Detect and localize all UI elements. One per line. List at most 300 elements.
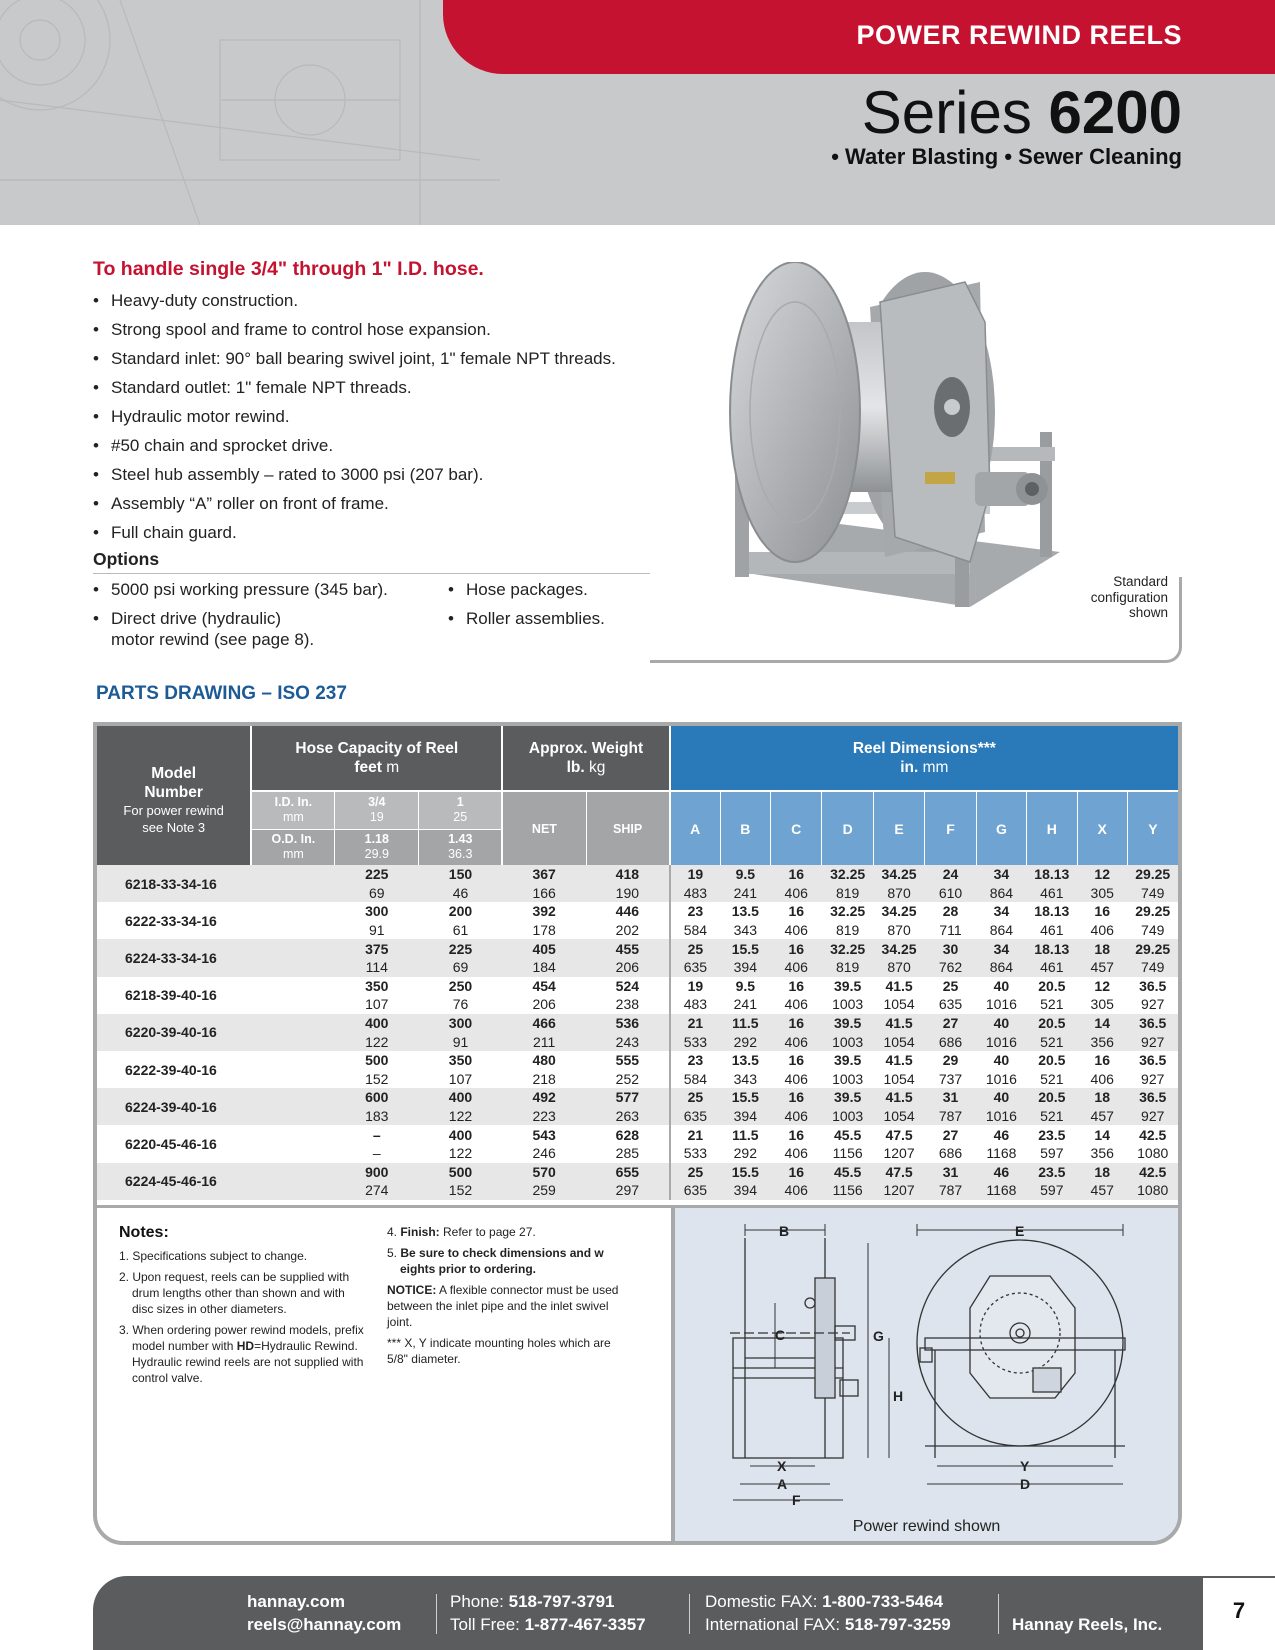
table-cell: 45.5 bbox=[834, 1163, 862, 1180]
table-row-metric bbox=[97, 1070, 1178, 1089]
table-cell-metric: 1054 bbox=[883, 1033, 915, 1050]
table-cell: 11.5 bbox=[732, 1126, 759, 1143]
table-cell-metric: 241 bbox=[733, 996, 757, 1013]
table-cell-metric: 343 bbox=[733, 922, 757, 939]
series-title bbox=[862, 78, 1182, 147]
table-cell-metric: 819 bbox=[835, 922, 860, 939]
option-item-continued: motor rewind (see page 8). bbox=[111, 630, 315, 649]
table-cell: 16 bbox=[788, 1089, 805, 1106]
table-cell: 18.13 bbox=[1034, 903, 1070, 920]
table-cell-metric: 457 bbox=[1090, 1108, 1114, 1125]
model-number: 6222-33-34-16 bbox=[125, 912, 217, 929]
table-cell-metric: 1003 bbox=[832, 996, 864, 1013]
table-cell: 367 bbox=[532, 866, 556, 883]
table-cell-metric: 406 bbox=[784, 1145, 808, 1162]
table-cell: 446 bbox=[615, 903, 640, 920]
table-cell: 29.25 bbox=[1135, 903, 1171, 920]
table-cell: 400 bbox=[448, 1089, 473, 1106]
table-cell: 25 bbox=[670, 1163, 720, 1182]
photo-caption-line: shown bbox=[1128, 605, 1168, 620]
table-cell: 32.25 bbox=[830, 940, 866, 957]
table-cell-metric: 521 bbox=[1040, 1108, 1064, 1125]
model-header bbox=[97, 726, 251, 865]
table-cell-spacer bbox=[251, 1032, 335, 1051]
table-cell: 11.5 bbox=[732, 1015, 759, 1032]
dim-col-header: B bbox=[720, 791, 770, 865]
note-4-num: 4. bbox=[387, 1225, 401, 1239]
feature-item: • Steel hub assembly – rated to 3000 psi (207 bar). bbox=[93, 460, 653, 489]
id-34-mm: 19 bbox=[369, 810, 384, 825]
table-cell-metric: 218 bbox=[532, 1070, 556, 1087]
weight-header bbox=[502, 726, 669, 791]
table-cell: 16 bbox=[788, 866, 805, 883]
dim-col-header: Y bbox=[1127, 791, 1178, 865]
note-3-text-end: =Hydraulic Rewind. Hydraulic rewind reels are not supplied with control valve. bbox=[132, 1339, 364, 1385]
note-2: 2. Upon request, reels can be supplied with drum lengths other than shown and with disc sizes in other diameters. bbox=[119, 1270, 350, 1316]
dimensions-unit-mm: mm bbox=[922, 759, 949, 776]
dim-label-h: H bbox=[893, 1388, 904, 1404]
table-cell-metric: 1207 bbox=[883, 1182, 915, 1199]
table-cell: 25 bbox=[670, 1088, 720, 1107]
website-link[interactable]: hannay.com bbox=[247, 1592, 345, 1611]
id-in-label: I.D. In. bbox=[274, 795, 313, 810]
table-cell-metric: 356 bbox=[1090, 1033, 1114, 1050]
table-cell-metric: 406 bbox=[784, 1033, 808, 1050]
email-link[interactable]: reels@hannay.com bbox=[247, 1615, 402, 1634]
model-number: 6218-39-40-16 bbox=[125, 987, 217, 1004]
feature-item: • Full chain guard. bbox=[93, 518, 653, 547]
table-cell-spacer bbox=[251, 1107, 335, 1126]
phone-number: 518-797-3791 bbox=[508, 1592, 615, 1611]
table-cell: 18.13 bbox=[1034, 866, 1070, 883]
footer-divider bbox=[998, 1594, 999, 1634]
table-cell-metric: 241 bbox=[733, 884, 757, 901]
table-row bbox=[97, 1088, 1178, 1107]
table-cell-metric: 69 bbox=[452, 959, 469, 976]
table-cell: 34 bbox=[993, 866, 1010, 883]
table-cell-metric: 870 bbox=[887, 959, 911, 976]
table-cell-metric: 406 bbox=[784, 1182, 808, 1199]
table-cell: 350 bbox=[365, 977, 389, 994]
table-cell-metric: 107 bbox=[448, 1070, 473, 1087]
table-cell-metric: 686 bbox=[938, 1145, 963, 1162]
weight-header-line1: Approx. Weight bbox=[528, 740, 644, 757]
table-cell-metric: 406 bbox=[1090, 1070, 1114, 1087]
table-cell-metric: 870 bbox=[887, 884, 911, 901]
table-row-metric bbox=[97, 884, 1178, 903]
table-cell: 15.5 bbox=[731, 940, 759, 957]
table-cell-metric: 787 bbox=[938, 1108, 963, 1125]
table-cell-metric: 178 bbox=[532, 922, 556, 939]
model-number: 6220-45-46-16 bbox=[125, 1135, 217, 1152]
feature-item: • Heavy-duty construction. bbox=[93, 286, 653, 315]
table-cell-metric: 762 bbox=[938, 959, 963, 976]
table-cell-metric: 597 bbox=[1040, 1145, 1064, 1162]
spec-table bbox=[97, 726, 1178, 1200]
model-header-note: For power rewind bbox=[123, 802, 224, 818]
banner-title: POWER REWIND REELS bbox=[856, 20, 1182, 50]
table-cell: 39.5 bbox=[834, 1089, 862, 1106]
table-cell: 13.5 bbox=[731, 1052, 759, 1069]
table-cell: 628 bbox=[615, 1126, 640, 1143]
table-cell: 20.5 bbox=[1038, 1015, 1066, 1032]
table-cell: 34.25 bbox=[881, 940, 917, 957]
table-cell: 12 bbox=[1094, 977, 1110, 994]
notes-section bbox=[97, 1205, 671, 1545]
od-34-value bbox=[335, 829, 419, 865]
table-cell-metric: 223 bbox=[532, 1108, 556, 1125]
notes-column-1 bbox=[119, 1248, 369, 1391]
title-banner bbox=[443, 0, 1275, 74]
dimensions-header bbox=[670, 726, 1178, 791]
table-cell-metric: 394 bbox=[733, 1182, 757, 1199]
table-cell: 600 bbox=[365, 1089, 389, 1106]
feature-item: • Standard inlet: 90° ball bearing swivel joint, 1" female NPT threads. bbox=[93, 344, 653, 373]
table-cell: 39.5 bbox=[834, 1015, 862, 1032]
table-cell-metric: 285 bbox=[615, 1145, 640, 1162]
table-cell-metric: 259 bbox=[532, 1182, 556, 1199]
footer-phone-col bbox=[450, 1590, 646, 1636]
table-cell-metric: 343 bbox=[733, 1070, 757, 1087]
table-cell-metric: 76 bbox=[452, 996, 469, 1013]
page-number-box bbox=[1203, 1576, 1275, 1650]
note-5-bold: Be sure to check dimensions and w eights prior to ordering. bbox=[400, 1246, 604, 1276]
table-cell-metric: 1054 bbox=[883, 996, 915, 1013]
table-cell-metric: 819 bbox=[835, 959, 860, 976]
dim-col-header: H bbox=[1027, 791, 1077, 865]
table-cell-metric: 292 bbox=[733, 1145, 757, 1162]
table-cell: 27 bbox=[942, 1126, 959, 1143]
id-34-value bbox=[335, 791, 419, 829]
feature-item: • Standard outlet: 1" female NPT threads. bbox=[93, 373, 653, 402]
table-cell: 570 bbox=[532, 1163, 556, 1180]
table-cell: 555 bbox=[615, 1052, 640, 1069]
table-cell: 34.25 bbox=[881, 866, 917, 883]
table-cell-metric: 406 bbox=[784, 996, 808, 1013]
table-cell-metric: 1016 bbox=[985, 1033, 1017, 1050]
table-cell-metric: 406 bbox=[784, 1070, 808, 1087]
features-heading: To handle single 3/4" through 1" I.D. hose. bbox=[93, 258, 484, 280]
tollfree-number: 1-877-467-3357 bbox=[524, 1615, 646, 1634]
table-cell: 47.5 bbox=[885, 1163, 913, 1180]
table-cell: 41.5 bbox=[885, 1052, 913, 1069]
table-cell-metric: 1168 bbox=[986, 1145, 1017, 1162]
table-cell-metric: 749 bbox=[1141, 959, 1165, 976]
table-cell-metric: 483 bbox=[670, 995, 720, 1014]
note-4 bbox=[387, 1224, 627, 1240]
table-cell: 34 bbox=[993, 903, 1010, 920]
table-cell: 225 bbox=[448, 940, 473, 957]
table-cell: 23.5 bbox=[1038, 1163, 1066, 1180]
table-cell: 16 bbox=[788, 940, 805, 957]
model-number: 6224-45-46-16 bbox=[125, 1173, 217, 1190]
table-cell: 19 bbox=[670, 977, 720, 996]
id-mm-label: mm bbox=[282, 810, 304, 825]
table-cell-spacer bbox=[251, 977, 335, 996]
table-cell: 16 bbox=[788, 903, 805, 920]
table-cell: 9.5 bbox=[735, 977, 756, 994]
table-cell: 29.25 bbox=[1135, 866, 1171, 883]
table-cell: 16 bbox=[788, 1015, 805, 1032]
table-cell-metric: 1016 bbox=[985, 1070, 1017, 1087]
dim-label-e: E bbox=[1015, 1223, 1025, 1239]
table-cell-spacer bbox=[251, 884, 335, 903]
table-cell-metric: 394 bbox=[733, 959, 757, 976]
table-cell-metric: 521 bbox=[1040, 996, 1064, 1013]
notice-label: NOTICE: bbox=[387, 1283, 437, 1297]
capacity-unit-feet: feet bbox=[354, 759, 382, 776]
table-cell: 41.5 bbox=[885, 977, 913, 994]
dim-label-d: D bbox=[1020, 1476, 1031, 1492]
options-column-1 bbox=[93, 575, 448, 651]
table-cell: 32.25 bbox=[830, 903, 866, 920]
table-cell: 14 bbox=[1094, 1015, 1110, 1032]
model-number: 6218-33-34-16 bbox=[125, 875, 217, 892]
table-cell: 39.5 bbox=[834, 1052, 862, 1069]
model-header-line: Model bbox=[151, 764, 197, 782]
table-cell: 18 bbox=[1094, 940, 1110, 957]
table-cell: 492 bbox=[532, 1089, 556, 1106]
photo-caption bbox=[1050, 574, 1168, 621]
table-cell: 150 bbox=[448, 866, 473, 883]
table-cell-metric: 1016 bbox=[985, 1108, 1017, 1125]
table-cell-metric: 238 bbox=[615, 996, 640, 1013]
table-cell-metric: 711 bbox=[939, 922, 962, 939]
dimensions-header-line1: Reel Dimensions*** bbox=[852, 740, 996, 757]
note-4-text: Refer to page 27. bbox=[439, 1225, 536, 1239]
table-cell: 16 bbox=[1094, 1052, 1110, 1069]
table-cell: 500 bbox=[365, 1052, 389, 1069]
table-cell-metric: 406 bbox=[784, 959, 808, 976]
notice-text: A flexible connector must be used between the inlet pipe and the inlet swivel joint. bbox=[387, 1283, 619, 1329]
table-cell-metric: 406 bbox=[784, 884, 808, 901]
table-cell-metric: 635 bbox=[938, 996, 963, 1013]
table-cell-metric: 297 bbox=[615, 1182, 640, 1199]
dim-col-header: X bbox=[1077, 791, 1127, 865]
option-item: • Direct drive (hydraulic) bbox=[93, 604, 448, 633]
table-cell-metric: 61 bbox=[452, 922, 469, 939]
table-cell: 36.5 bbox=[1139, 1015, 1167, 1032]
footer-web-col bbox=[247, 1590, 401, 1636]
table-cell-metric: 635 bbox=[670, 1107, 720, 1126]
table-cell-metric: 246 bbox=[532, 1145, 556, 1162]
table-cell-metric: 394 bbox=[733, 1108, 757, 1125]
table-cell: 20.5 bbox=[1038, 977, 1066, 994]
tollfree-label: Toll Free: bbox=[450, 1615, 525, 1634]
table-cell-metric: 1003 bbox=[832, 1108, 864, 1125]
dim-label-x: X bbox=[777, 1458, 787, 1474]
table-cell-metric: 305 bbox=[1090, 996, 1114, 1013]
table-cell: 16 bbox=[788, 977, 805, 994]
table-cell-metric: 122 bbox=[448, 1108, 473, 1125]
table-cell-metric: 292 bbox=[733, 1033, 757, 1050]
dim-label-g: G bbox=[873, 1328, 884, 1344]
table-cell-metric: 1003 bbox=[832, 1033, 864, 1050]
table-cell-metric: 206 bbox=[615, 959, 640, 976]
id-label bbox=[251, 791, 335, 829]
table-cell-metric: 461 bbox=[1040, 959, 1064, 976]
table-row bbox=[97, 1125, 1178, 1144]
table-row-metric bbox=[97, 995, 1178, 1014]
table-cell-metric: 461 bbox=[1040, 884, 1064, 901]
table-row-metric bbox=[97, 1144, 1178, 1163]
table-cell: 46 bbox=[993, 1163, 1010, 1180]
note-4-bold: Finish: bbox=[400, 1225, 440, 1239]
table-cell: 455 bbox=[615, 940, 640, 957]
od-1-value bbox=[419, 829, 503, 865]
table-cell-metric: 584 bbox=[670, 921, 720, 940]
dim-label-a: A bbox=[777, 1476, 788, 1492]
table-cell: 900 bbox=[365, 1163, 389, 1180]
mounting-note: *** X, Y indicate mounting holes which are 5/8" diameter. bbox=[387, 1336, 611, 1366]
table-cell-metric: 864 bbox=[989, 922, 1014, 939]
table-cell-metric: 1207 bbox=[883, 1145, 915, 1162]
net-header: NET bbox=[502, 791, 586, 865]
table-cell-metric: 787 bbox=[938, 1182, 963, 1199]
table-row-metric bbox=[97, 1181, 1178, 1200]
photo-caption-line: Standard bbox=[1113, 574, 1168, 589]
table-cell-metric: 749 bbox=[1141, 922, 1165, 939]
table-cell-spacer bbox=[251, 1163, 335, 1182]
table-cell-metric: 1080 bbox=[1137, 1145, 1169, 1162]
table-cell-spacer bbox=[251, 1144, 335, 1163]
table-cell: 524 bbox=[615, 977, 640, 994]
table-cell-spacer bbox=[251, 1051, 335, 1070]
table-cell: 31 bbox=[942, 1089, 959, 1106]
table-cell-metric: 461 bbox=[1040, 922, 1064, 939]
table-row bbox=[97, 1014, 1178, 1033]
table-cell: 405 bbox=[532, 940, 556, 957]
table-cell-metric: 533 bbox=[670, 1144, 720, 1163]
table-cell-metric: 533 bbox=[670, 1032, 720, 1051]
table-cell-spacer bbox=[251, 865, 335, 884]
dim-label-c: C bbox=[775, 1327, 786, 1343]
domestic-fax-number: 1-800-733-5464 bbox=[822, 1592, 944, 1611]
table-row bbox=[97, 977, 1178, 996]
options-list bbox=[93, 575, 650, 651]
drawing-caption: Power rewind shown bbox=[852, 1518, 1001, 1535]
od-mm-label: mm bbox=[282, 847, 304, 862]
table-cell-metric: 406 bbox=[784, 1108, 808, 1125]
table-cell-metric: 46 bbox=[452, 884, 469, 901]
id-34-in: 3/4 bbox=[368, 795, 386, 810]
table-cell-spacer bbox=[251, 995, 335, 1014]
table-cell: 400 bbox=[365, 1015, 389, 1032]
table-cell: 16 bbox=[788, 1126, 805, 1143]
table-cell: 21 bbox=[670, 1014, 720, 1033]
feature-item: • #50 chain and sprocket drive. bbox=[93, 431, 653, 460]
intl-fax-label: International FAX: bbox=[705, 1615, 845, 1634]
table-cell: 12 bbox=[1094, 866, 1110, 883]
table-cell: 454 bbox=[532, 977, 556, 994]
od-1-in: 1.43 bbox=[448, 832, 473, 847]
table-cell: 577 bbox=[615, 1089, 640, 1106]
table-cell: 23 bbox=[670, 902, 720, 921]
table-cell: 480 bbox=[532, 1052, 556, 1069]
table-cell: 19 bbox=[670, 865, 720, 884]
options-column-2 bbox=[448, 575, 648, 651]
table-cell: 40 bbox=[993, 1052, 1010, 1069]
table-cell-metric: 91 bbox=[452, 1033, 469, 1050]
table-cell-metric: 274 bbox=[365, 1182, 389, 1199]
table-cell: 21 bbox=[670, 1125, 720, 1144]
table-cell: 15.5 bbox=[731, 1163, 759, 1180]
table-cell: 39.5 bbox=[834, 977, 862, 994]
table-cell: 36.5 bbox=[1139, 977, 1167, 994]
options-heading: Options bbox=[93, 549, 650, 574]
table-cell: 34.25 bbox=[881, 903, 917, 920]
table-cell: 418 bbox=[615, 866, 640, 883]
id-1-value bbox=[419, 791, 503, 829]
table-cell: 300 bbox=[448, 1015, 473, 1032]
table-cell-metric: 927 bbox=[1141, 1108, 1165, 1125]
table-cell-metric: 252 bbox=[615, 1070, 640, 1087]
table-cell-metric: 202 bbox=[615, 922, 640, 939]
table-cell-metric: 521 bbox=[1040, 1033, 1064, 1050]
table-cell-metric: 864 bbox=[989, 959, 1014, 976]
table-cell: 350 bbox=[448, 1052, 473, 1069]
table-cell-spacer bbox=[251, 1125, 335, 1144]
table-cell-spacer bbox=[251, 958, 335, 977]
table-cell-metric: 406 bbox=[784, 922, 808, 939]
capacity-unit-m: m bbox=[386, 759, 400, 776]
table-cell-metric: 749 bbox=[1141, 884, 1165, 901]
table-cell-metric: – bbox=[372, 1145, 381, 1162]
dim-label-b: B bbox=[779, 1223, 790, 1239]
table-cell-metric: 1016 bbox=[985, 996, 1017, 1013]
table-cell: 543 bbox=[532, 1126, 556, 1143]
blueprint-watermark-icon bbox=[0, 0, 500, 225]
table-cell: 34 bbox=[993, 940, 1010, 957]
table-cell-metric: 1156 bbox=[832, 1145, 863, 1162]
table-cell-metric: 152 bbox=[365, 1070, 389, 1087]
table-cell-metric: 122 bbox=[365, 1033, 389, 1050]
dim-col-header: F bbox=[925, 791, 976, 865]
table-row bbox=[97, 1051, 1178, 1070]
dim-col-header: C bbox=[771, 791, 822, 865]
table-cell: 29.25 bbox=[1135, 940, 1171, 957]
domestic-fax-label: Domestic FAX: bbox=[705, 1592, 823, 1611]
table-cell-spacer bbox=[251, 1181, 335, 1200]
table-cell: 655 bbox=[615, 1163, 640, 1180]
company-name: Hannay Reels, Inc. bbox=[1012, 1615, 1163, 1634]
table-cell-metric: 610 bbox=[938, 884, 963, 901]
table-cell: 32.25 bbox=[830, 866, 866, 883]
model-header-line: Number bbox=[144, 783, 203, 801]
table-row bbox=[97, 865, 1178, 884]
note-3 bbox=[119, 1322, 369, 1386]
table-cell-spacer bbox=[251, 902, 335, 921]
parts-drawing-heading: PARTS DRAWING – ISO 237 bbox=[96, 683, 347, 704]
table-cell-metric: 483 bbox=[670, 884, 720, 903]
table-cell: 23 bbox=[670, 1051, 720, 1070]
table-cell: 29 bbox=[942, 1052, 959, 1069]
table-cell: 24 bbox=[942, 866, 959, 883]
table-cell: 250 bbox=[448, 977, 473, 994]
table-cell-metric: 927 bbox=[1141, 1033, 1165, 1050]
table-cell-metric: 927 bbox=[1141, 1070, 1165, 1087]
table-row-metric bbox=[97, 958, 1178, 977]
table-cell-metric: 737 bbox=[938, 1070, 963, 1087]
feature-item: • Assembly “A” roller on front of frame. bbox=[93, 489, 653, 518]
table-cell: 23.5 bbox=[1038, 1126, 1066, 1143]
weight-unit-kg: kg bbox=[589, 759, 606, 776]
table-cell: 15.5 bbox=[731, 1089, 759, 1106]
table-cell-metric: 166 bbox=[532, 884, 556, 901]
phone-label: Phone: bbox=[450, 1592, 509, 1611]
footer-divider bbox=[436, 1594, 437, 1634]
spec-table-frame bbox=[93, 722, 1182, 1545]
